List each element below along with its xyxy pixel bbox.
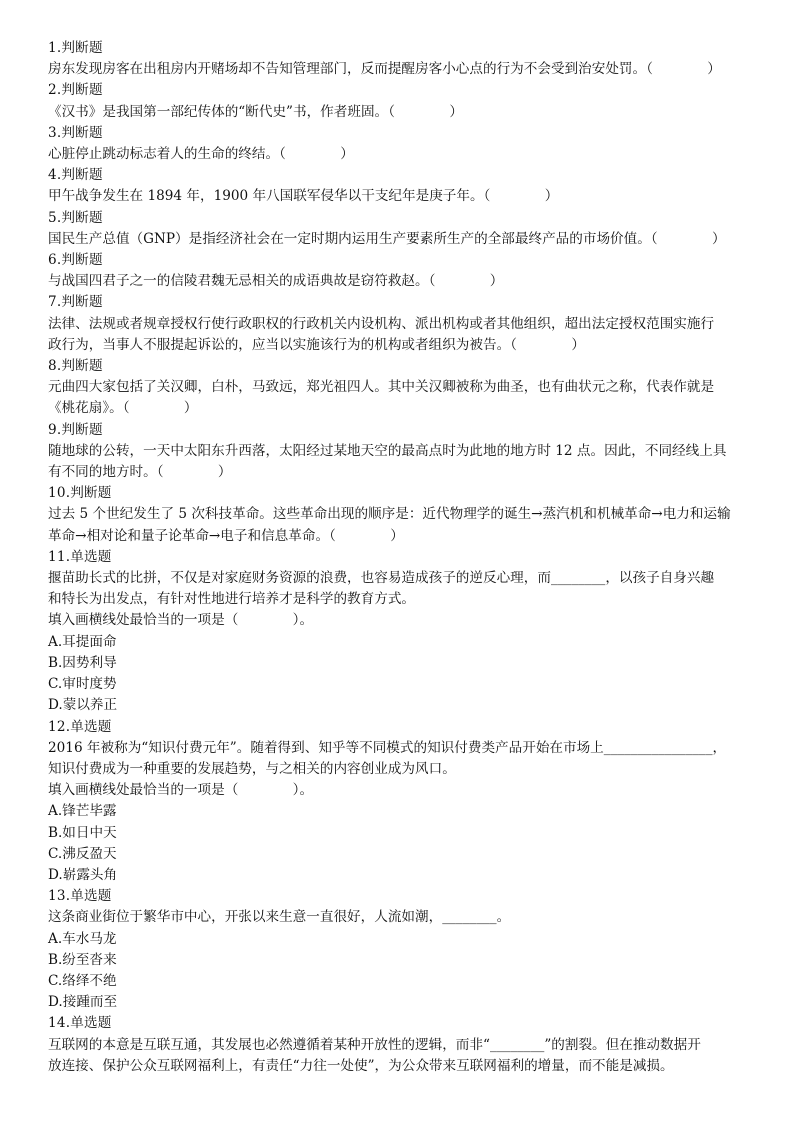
question-text: 知识付费成为一种重要的发展趋势，与之相关的内容创业成为风口。 — [48, 760, 456, 777]
question-header: 8.判断题 — [48, 358, 103, 375]
option-b[interactable]: B.如日中天 — [48, 824, 117, 841]
option-a[interactable]: A.锋芒毕露 — [48, 803, 117, 820]
option-a[interactable]: A.耳提面命 — [48, 633, 117, 650]
question-text: 有不同的地方时。（ ） — [48, 464, 232, 481]
question-header: 7.判断题 — [48, 294, 103, 311]
question-prompt: 填入画横线处最恰当的一项是（ ）。 — [48, 782, 314, 799]
option-d[interactable]: D.崭露头角 — [48, 866, 118, 883]
question-text: 过去 5 个世纪发生了 5 次科技革命。这些革命出现的顺序是：近代物理学的诞生→蒸汽机和机械革命→电力和运输 — [48, 506, 731, 523]
question-header: 11.单选题 — [48, 548, 112, 565]
question-text: 法律、法规或者规章授权行使行政职权的行政机关内设机构、派出机构或者其他组织，超出法定授权范围实施行 — [48, 315, 715, 332]
option-d[interactable]: D.接踵而至 — [48, 994, 118, 1011]
option-c[interactable]: C.沸反盈天 — [48, 845, 117, 862]
question-text: 房东发现房客在出租房内开赌场却不告知管理部门，反而提醒房客小心点的行为不会受到治安处罚。（ ） — [48, 61, 721, 78]
question-header: 6.判断题 — [48, 252, 103, 269]
question-text: 这条商业街位于繁华市中心，开张以来生意一直很好，人流如潮，________。 — [48, 909, 511, 926]
question-text: 和特长为出发点，有针对性地进行培养才是科学的教育方式。 — [48, 591, 416, 608]
question-text: 甲午战争发生在 1894 年，1900 年八国联军侵华以干支纪年是庚子年。（ ） — [48, 188, 559, 205]
question-14 — [48, 1013, 758, 1077]
question-text: 揠苗助长式的比拼，不仅是对家庭财务资源的浪费，也容易造成孩子的逆反心理，而________，以孩子自身兴趣 — [48, 570, 715, 587]
question-text: 放连接、保护公众互联网福利上，有责任“力往一处使”，为公众带来互联网福利的增量，而不能是减损。 — [48, 1057, 674, 1074]
question-text: 心脏停止跳动标志着人的生命的终结。（ ） — [48, 146, 354, 163]
question-8 — [48, 356, 758, 420]
question-text: 《桃花扇》。（ ） — [48, 400, 198, 417]
question-9 — [48, 420, 758, 484]
question-12 — [48, 717, 758, 887]
option-d[interactable]: D.蒙以养正 — [48, 697, 118, 714]
question-11 — [48, 547, 758, 717]
question-header: 13.单选题 — [48, 888, 112, 905]
question-text: 国民生产总值（GNP）是指经济社会在一定时期内运用生产要素所生产的全部最终产品的市场价值。（ ） — [48, 230, 726, 247]
question-text: 与战国四君子之一的信陵君魏无忌相关的成语典故是窃符救赵。（ ） — [48, 273, 504, 290]
option-b[interactable]: B.纷至沓来 — [48, 951, 117, 968]
question-text: 元曲四大家包括了关汉卿，白朴，马致远，郑光祖四人。其中关汉卿被称为曲圣，也有曲状元之称，代表作就是 — [48, 379, 715, 396]
option-a[interactable]: A.车水马龙 — [48, 930, 117, 947]
question-header: 9.判断题 — [48, 421, 103, 438]
question-6 — [48, 250, 758, 292]
question-header: 3.判断题 — [48, 124, 103, 141]
question-header: 4.判断题 — [48, 167, 103, 184]
question-header: 14.单选题 — [48, 1015, 112, 1032]
question-1 — [48, 38, 758, 80]
question-7 — [48, 292, 758, 356]
question-header: 5.判断题 — [48, 209, 103, 226]
question-4 — [48, 165, 758, 207]
question-3 — [48, 123, 758, 165]
question-13 — [48, 886, 758, 1013]
question-text: 革命→相对论和量子论革命→电子和信息革命。（ ） — [48, 527, 404, 544]
question-header: 1.判断题 — [48, 40, 103, 56]
option-c[interactable]: C.络绎不绝 — [48, 972, 117, 989]
question-text: 《汉书》是我国第一部纪传体的“断代史”书，作者班固。（ ） — [48, 103, 463, 120]
question-prompt: 填入画横线处最恰当的一项是（ ）。 — [48, 612, 314, 629]
question-document — [48, 38, 758, 1077]
question-10 — [48, 483, 758, 547]
question-text: 互联网的本意是互联互通，其发展也必然遵循着某种开放性的逻辑，而非“________”的割裂。但在推动数据开 — [48, 1036, 701, 1053]
question-header: 2.判断题 — [48, 82, 103, 99]
question-5 — [48, 208, 758, 250]
question-header: 10.判断题 — [48, 485, 112, 502]
question-text: 随地球的公转，一天中太阳东升西落，太阳经过某地天空的最高点时为此地的地方时 12 点。因此，不同经线上具 — [48, 442, 727, 459]
question-text: 2016 年被称为“知识付费元年”。随着得到、知乎等不同模式的知识付费类产品开始在市场上________________， — [48, 739, 727, 756]
option-c[interactable]: C.审时度势 — [48, 676, 117, 693]
option-b[interactable]: B.因势利导 — [48, 654, 117, 671]
question-2 — [48, 80, 758, 122]
question-header: 12.单选题 — [48, 718, 112, 735]
question-text: 政行为，当事人不服提起诉讼的，应当以实施该行为的机构或者组织为被告。（ ） — [48, 336, 585, 353]
